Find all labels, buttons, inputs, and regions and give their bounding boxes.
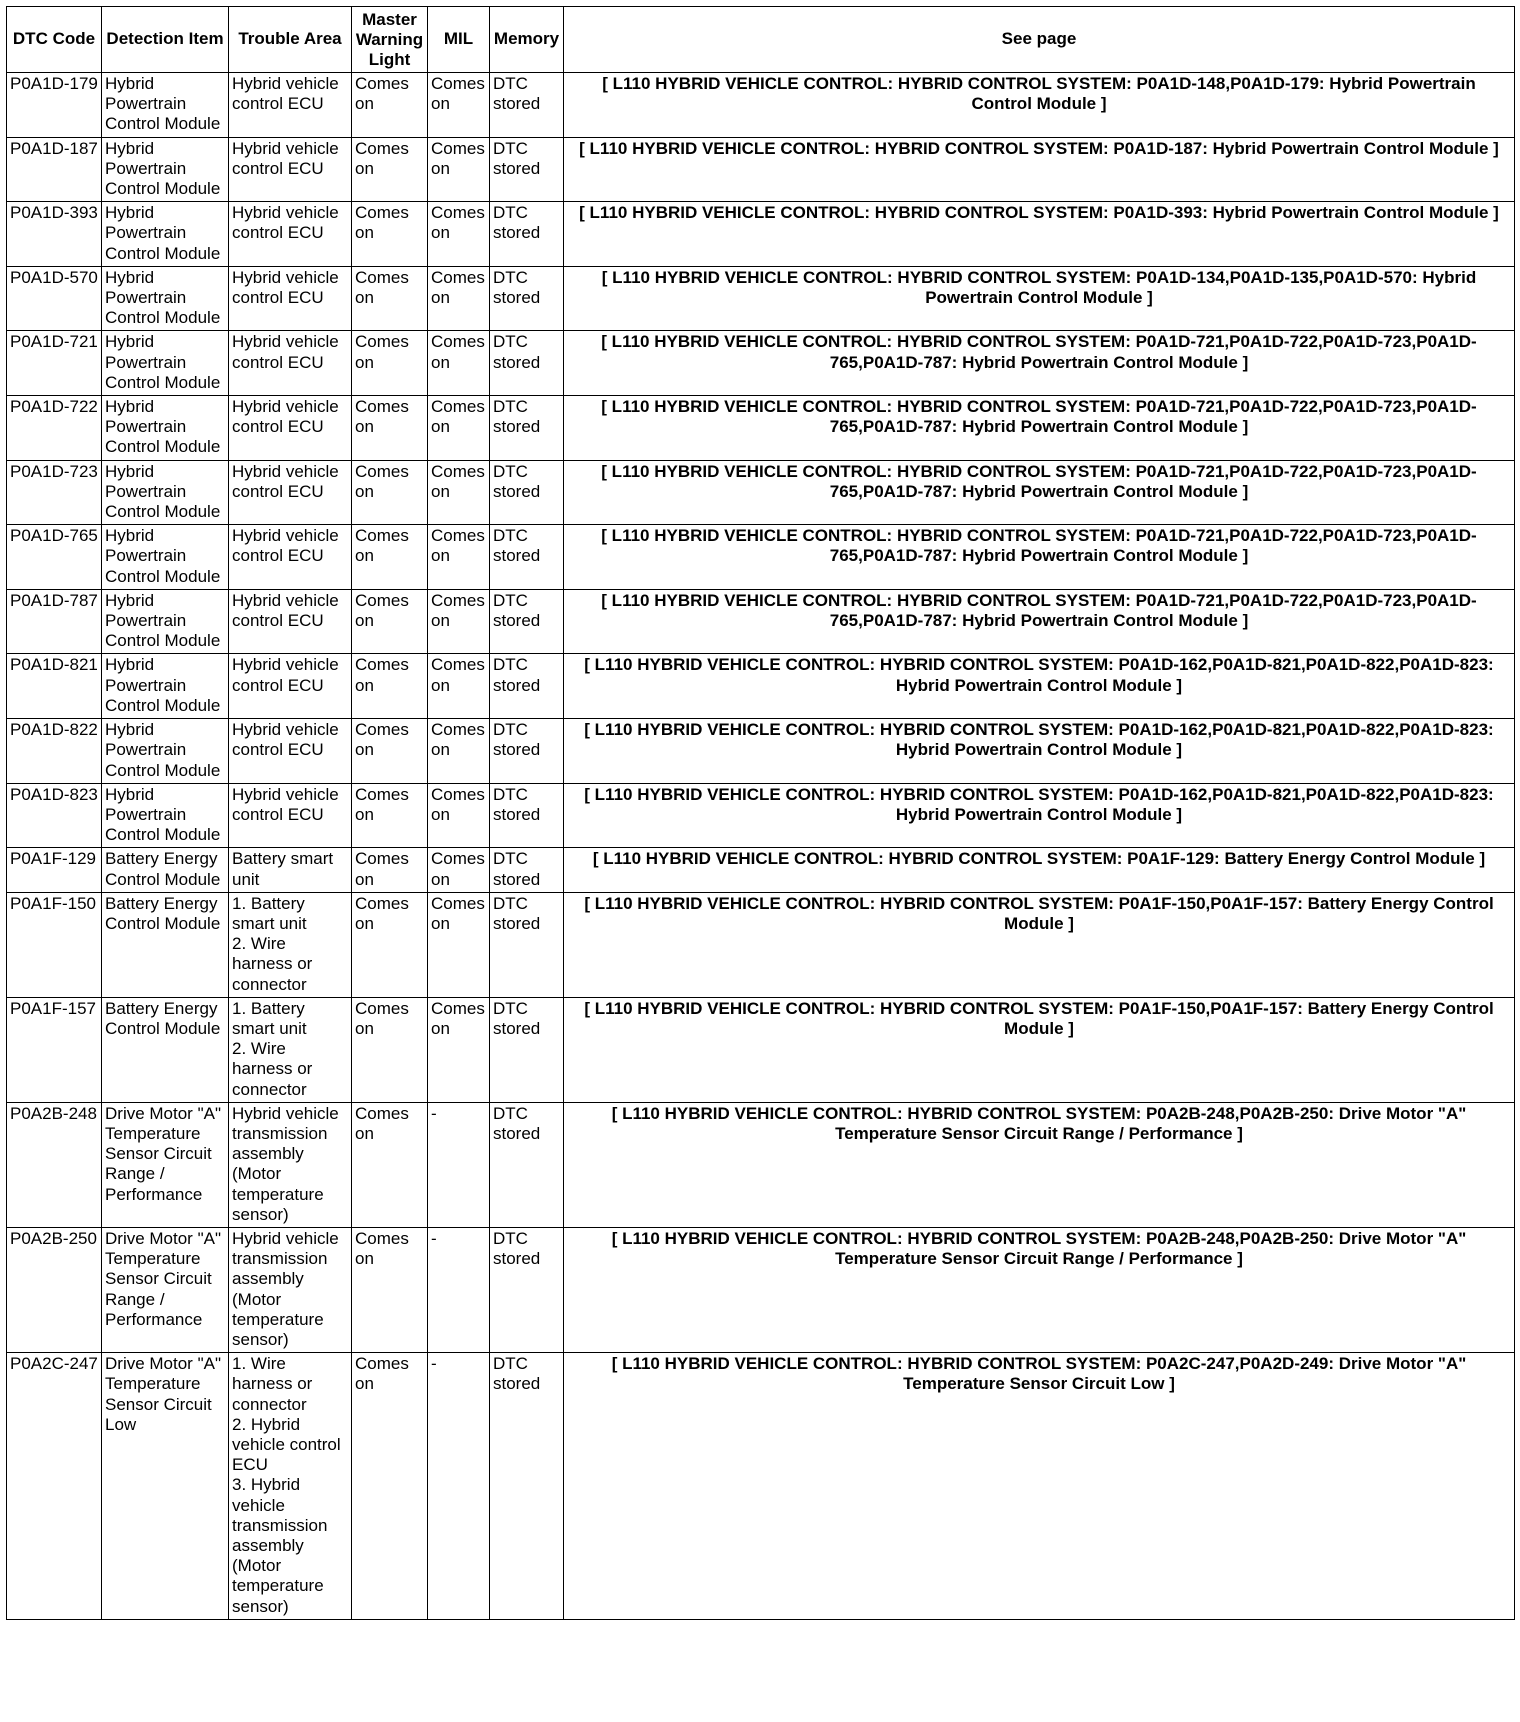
mil-cell: Comes on bbox=[428, 719, 490, 784]
detection-item-cell: Drive Motor "A" Temperature Sensor Circuit Range / Performance bbox=[102, 1102, 229, 1227]
detection-item-cell: Hybrid Powertrain Control Module bbox=[102, 460, 229, 525]
mil-cell: Comes on bbox=[428, 848, 490, 892]
dtc-code-cell: P0A1D-393 bbox=[7, 202, 102, 267]
memory-cell: DTC stored bbox=[490, 331, 564, 396]
table-row bbox=[7, 1102, 1515, 1227]
memory-cell: DTC stored bbox=[490, 848, 564, 892]
detection-item-cell: Hybrid Powertrain Control Module bbox=[102, 331, 229, 396]
dtc-code-cell: P0A2B-248 bbox=[7, 1102, 102, 1227]
header-mil: MIL bbox=[428, 7, 490, 73]
master-warning-light-cell: Comes on bbox=[352, 892, 428, 997]
table-row bbox=[7, 396, 1515, 461]
table-row bbox=[7, 331, 1515, 396]
trouble-area-cell: Hybrid vehicle control ECU bbox=[229, 525, 352, 590]
memory-cell: DTC stored bbox=[490, 654, 564, 719]
detection-item-cell: Drive Motor "A" Temperature Sensor Circuit Range / Performance bbox=[102, 1227, 229, 1352]
memory-cell: DTC stored bbox=[490, 266, 564, 331]
master-warning-light-cell: Comes on bbox=[352, 719, 428, 784]
mil-cell: Comes on bbox=[428, 396, 490, 461]
trouble-area-cell: 1. Wire harness or connector 2. Hybrid vehicle control ECU 3. Hybrid vehicle transmission assembly (Motor temperature sensor) bbox=[229, 1353, 352, 1620]
detection-item-cell: Hybrid Powertrain Control Module bbox=[102, 396, 229, 461]
master-warning-light-cell: Comes on bbox=[352, 202, 428, 267]
mil-cell: - bbox=[428, 1227, 490, 1352]
dtc-code-cell: P0A1D-822 bbox=[7, 719, 102, 784]
trouble-area-cell: Hybrid vehicle control ECU bbox=[229, 589, 352, 654]
mil-cell: - bbox=[428, 1102, 490, 1227]
master-warning-light-cell: Comes on bbox=[352, 848, 428, 892]
table-row bbox=[7, 589, 1515, 654]
memory-cell: DTC stored bbox=[490, 783, 564, 848]
mil-cell: Comes on bbox=[428, 589, 490, 654]
master-warning-light-cell: Comes on bbox=[352, 589, 428, 654]
trouble-area-cell: Hybrid vehicle control ECU bbox=[229, 396, 352, 461]
mil-cell: Comes on bbox=[428, 654, 490, 719]
header-memory: Memory bbox=[490, 7, 564, 73]
see-page-link[interactable]: [ L110 HYBRID VEHICLE CONTROL: HYBRID CONTROL SYSTEM: P0A2B-248,P0A2B-250: Drive Motor "A" Temperature Sensor Circuit Range / Performance ] bbox=[564, 1102, 1515, 1227]
mil-cell: Comes on bbox=[428, 997, 490, 1102]
master-warning-light-cell: Comes on bbox=[352, 73, 428, 138]
dtc-code-cell: P0A1D-187 bbox=[7, 137, 102, 202]
master-warning-light-cell: Comes on bbox=[352, 1353, 428, 1620]
dtc-table bbox=[6, 6, 1515, 1620]
table-row bbox=[7, 266, 1515, 331]
memory-cell: DTC stored bbox=[490, 1353, 564, 1620]
master-warning-light-cell: Comes on bbox=[352, 137, 428, 202]
table-row bbox=[7, 997, 1515, 1102]
dtc-code-cell: P0A1D-787 bbox=[7, 589, 102, 654]
trouble-area-cell: Hybrid vehicle control ECU bbox=[229, 202, 352, 267]
see-page-link[interactable]: [ L110 HYBRID VEHICLE CONTROL: HYBRID CONTROL SYSTEM: P0A1D-187: Hybrid Powertrain Control Module ] bbox=[564, 137, 1515, 202]
memory-cell: DTC stored bbox=[490, 892, 564, 997]
see-page-link[interactable]: [ L110 HYBRID VEHICLE CONTROL: HYBRID CONTROL SYSTEM: P0A1D-162,P0A1D-821,P0A1D-822,P0A1D-823: Hybrid Powertrain Control Module ] bbox=[564, 719, 1515, 784]
table-row bbox=[7, 73, 1515, 138]
trouble-area-cell: Battery smart unit bbox=[229, 848, 352, 892]
dtc-code-cell: P0A1D-179 bbox=[7, 73, 102, 138]
detection-item-cell: Hybrid Powertrain Control Module bbox=[102, 783, 229, 848]
table-row bbox=[7, 1353, 1515, 1620]
master-warning-light-cell: Comes on bbox=[352, 654, 428, 719]
table-row bbox=[7, 892, 1515, 997]
dtc-code-cell: P0A1D-723 bbox=[7, 460, 102, 525]
trouble-area-cell: 1. Battery smart unit 2. Wire harness or connector bbox=[229, 997, 352, 1102]
trouble-area-cell: Hybrid vehicle control ECU bbox=[229, 137, 352, 202]
detection-item-cell: Hybrid Powertrain Control Module bbox=[102, 266, 229, 331]
header-see-page: See page bbox=[564, 7, 1515, 73]
mil-cell: - bbox=[428, 1353, 490, 1620]
see-page-link[interactable]: [ L110 HYBRID VEHICLE CONTROL: HYBRID CONTROL SYSTEM: P0A1D-721,P0A1D-722,P0A1D-723,P0A1D-765,P0A1D-787: Hybrid Powertrain Control Module ] bbox=[564, 331, 1515, 396]
dtc-code-cell: P0A1D-570 bbox=[7, 266, 102, 331]
table-header bbox=[7, 7, 1515, 73]
header-trouble-area: Trouble Area bbox=[229, 7, 352, 73]
detection-item-cell: Hybrid Powertrain Control Module bbox=[102, 654, 229, 719]
table-row bbox=[7, 460, 1515, 525]
table-row bbox=[7, 654, 1515, 719]
trouble-area-cell: Hybrid vehicle control ECU bbox=[229, 331, 352, 396]
master-warning-light-cell: Comes on bbox=[352, 525, 428, 590]
master-warning-light-cell: Comes on bbox=[352, 396, 428, 461]
memory-cell: DTC stored bbox=[490, 202, 564, 267]
master-warning-light-cell: Comes on bbox=[352, 1227, 428, 1352]
detection-item-cell: Battery Energy Control Module bbox=[102, 997, 229, 1102]
header-detection-item: Detection Item bbox=[102, 7, 229, 73]
trouble-area-cell: Hybrid vehicle control ECU bbox=[229, 460, 352, 525]
mil-cell: Comes on bbox=[428, 73, 490, 138]
see-page-link[interactable]: [ L110 HYBRID VEHICLE CONTROL: HYBRID CONTROL SYSTEM: P0A1F-129: Battery Energy Control Module ] bbox=[564, 848, 1515, 892]
trouble-area-cell: Hybrid vehicle control ECU bbox=[229, 719, 352, 784]
dtc-code-cell: P0A2B-250 bbox=[7, 1227, 102, 1352]
mil-cell: Comes on bbox=[428, 783, 490, 848]
mil-cell: Comes on bbox=[428, 331, 490, 396]
trouble-area-cell: Hybrid vehicle transmission assembly (Motor temperature sensor) bbox=[229, 1102, 352, 1227]
trouble-area-cell: 1. Battery smart unit 2. Wire harness or connector bbox=[229, 892, 352, 997]
dtc-code-cell: P0A1D-821 bbox=[7, 654, 102, 719]
detection-item-cell: Battery Energy Control Module bbox=[102, 848, 229, 892]
table-row bbox=[7, 1227, 1515, 1352]
trouble-area-cell: Hybrid vehicle control ECU bbox=[229, 266, 352, 331]
table-row bbox=[7, 783, 1515, 848]
dtc-code-cell: P0A1D-765 bbox=[7, 525, 102, 590]
dtc-code-cell: P0A1D-721 bbox=[7, 331, 102, 396]
memory-cell: DTC stored bbox=[490, 73, 564, 138]
header-row bbox=[7, 7, 1515, 73]
detection-item-cell: Hybrid Powertrain Control Module bbox=[102, 73, 229, 138]
table-row bbox=[7, 202, 1515, 267]
memory-cell: DTC stored bbox=[490, 589, 564, 654]
dtc-code-cell: P0A1F-150 bbox=[7, 892, 102, 997]
table-row bbox=[7, 719, 1515, 784]
detection-item-cell: Battery Energy Control Module bbox=[102, 892, 229, 997]
table-body bbox=[7, 73, 1515, 1620]
see-page-link[interactable]: [ L110 HYBRID VEHICLE CONTROL: HYBRID CONTROL SYSTEM: P0A2C-247,P0A2D-249: Drive Motor "A" Temperature Sensor Circuit Low ] bbox=[564, 1353, 1515, 1620]
see-page-link[interactable]: [ L110 HYBRID VEHICLE CONTROL: HYBRID CONTROL SYSTEM: P0A1D-393: Hybrid Powertrain Control Module ] bbox=[564, 202, 1515, 267]
table-row bbox=[7, 525, 1515, 590]
header-master-warning-light: Master Warning Light bbox=[352, 7, 428, 73]
detection-item-cell: Drive Motor "A" Temperature Sensor Circuit Low bbox=[102, 1353, 229, 1620]
detection-item-cell: Hybrid Powertrain Control Module bbox=[102, 525, 229, 590]
table-row bbox=[7, 848, 1515, 892]
memory-cell: DTC stored bbox=[490, 1102, 564, 1227]
see-page-link[interactable]: [ L110 HYBRID VEHICLE CONTROL: HYBRID CONTROL SYSTEM: P0A1D-148,P0A1D-179: Hybrid Powertrain Control Module ] bbox=[564, 73, 1515, 138]
memory-cell: DTC stored bbox=[490, 137, 564, 202]
mil-cell: Comes on bbox=[428, 525, 490, 590]
see-page-link[interactable]: [ L110 HYBRID VEHICLE CONTROL: HYBRID CONTROL SYSTEM: P0A1D-721,P0A1D-722,P0A1D-723,P0A1D-765,P0A1D-787: Hybrid Powertrain Control Module ] bbox=[564, 589, 1515, 654]
master-warning-light-cell: Comes on bbox=[352, 460, 428, 525]
mil-cell: Comes on bbox=[428, 892, 490, 997]
master-warning-light-cell: Comes on bbox=[352, 997, 428, 1102]
memory-cell: DTC stored bbox=[490, 1227, 564, 1352]
master-warning-light-cell: Comes on bbox=[352, 1102, 428, 1227]
mil-cell: Comes on bbox=[428, 137, 490, 202]
see-page-link[interactable]: [ L110 HYBRID VEHICLE CONTROL: HYBRID CONTROL SYSTEM: P0A1D-721,P0A1D-722,P0A1D-723,P0A1D-765,P0A1D-787: Hybrid Powertrain Control Module ] bbox=[564, 460, 1515, 525]
memory-cell: DTC stored bbox=[490, 460, 564, 525]
see-page-link[interactable]: [ L110 HYBRID VEHICLE CONTROL: HYBRID CONTROL SYSTEM: P0A1D-162,P0A1D-821,P0A1D-822,P0A1D-823: Hybrid Powertrain Control Module ] bbox=[564, 654, 1515, 719]
see-page-link[interactable]: [ L110 HYBRID VEHICLE CONTROL: HYBRID CONTROL SYSTEM: P0A1D-134,P0A1D-135,P0A1D-570: Hybrid Powertrain Control Module ] bbox=[564, 266, 1515, 331]
detection-item-cell: Hybrid Powertrain Control Module bbox=[102, 589, 229, 654]
see-page-link[interactable]: [ L110 HYBRID VEHICLE CONTROL: HYBRID CONTROL SYSTEM: P0A1F-150,P0A1F-157: Battery Energy Control Module ] bbox=[564, 997, 1515, 1102]
table-row bbox=[7, 137, 1515, 202]
dtc-code-cell: P0A2C-247 bbox=[7, 1353, 102, 1620]
memory-cell: DTC stored bbox=[490, 396, 564, 461]
master-warning-light-cell: Comes on bbox=[352, 783, 428, 848]
mil-cell: Comes on bbox=[428, 202, 490, 267]
mil-cell: Comes on bbox=[428, 266, 490, 331]
detection-item-cell: Hybrid Powertrain Control Module bbox=[102, 137, 229, 202]
trouble-area-cell: Hybrid vehicle control ECU bbox=[229, 783, 352, 848]
see-page-link[interactable]: [ L110 HYBRID VEHICLE CONTROL: HYBRID CONTROL SYSTEM: P0A2B-248,P0A2B-250: Drive Motor "A" Temperature Sensor Circuit Range / Performance ] bbox=[564, 1227, 1515, 1352]
trouble-area-cell: Hybrid vehicle transmission assembly (Motor temperature sensor) bbox=[229, 1227, 352, 1352]
detection-item-cell: Hybrid Powertrain Control Module bbox=[102, 202, 229, 267]
master-warning-light-cell: Comes on bbox=[352, 266, 428, 331]
dtc-code-cell: P0A1D-823 bbox=[7, 783, 102, 848]
see-page-link[interactable]: [ L110 HYBRID VEHICLE CONTROL: HYBRID CONTROL SYSTEM: P0A1F-150,P0A1F-157: Battery Energy Control Module ] bbox=[564, 892, 1515, 997]
header-dtc-code: DTC Code bbox=[7, 7, 102, 73]
see-page-link[interactable]: [ L110 HYBRID VEHICLE CONTROL: HYBRID CONTROL SYSTEM: P0A1D-162,P0A1D-821,P0A1D-822,P0A1D-823: Hybrid Powertrain Control Module ] bbox=[564, 783, 1515, 848]
trouble-area-cell: Hybrid vehicle control ECU bbox=[229, 73, 352, 138]
detection-item-cell: Hybrid Powertrain Control Module bbox=[102, 719, 229, 784]
memory-cell: DTC stored bbox=[490, 997, 564, 1102]
memory-cell: DTC stored bbox=[490, 719, 564, 784]
dtc-code-cell: P0A1F-157 bbox=[7, 997, 102, 1102]
memory-cell: DTC stored bbox=[490, 525, 564, 590]
master-warning-light-cell: Comes on bbox=[352, 331, 428, 396]
dtc-code-cell: P0A1D-722 bbox=[7, 396, 102, 461]
dtc-code-cell: P0A1F-129 bbox=[7, 848, 102, 892]
see-page-link[interactable]: [ L110 HYBRID VEHICLE CONTROL: HYBRID CONTROL SYSTEM: P0A1D-721,P0A1D-722,P0A1D-723,P0A1D-765,P0A1D-787: Hybrid Powertrain Control Module ] bbox=[564, 396, 1515, 461]
trouble-area-cell: Hybrid vehicle control ECU bbox=[229, 654, 352, 719]
see-page-link[interactable]: [ L110 HYBRID VEHICLE CONTROL: HYBRID CONTROL SYSTEM: P0A1D-721,P0A1D-722,P0A1D-723,P0A1D-765,P0A1D-787: Hybrid Powertrain Control Module ] bbox=[564, 525, 1515, 590]
mil-cell: Comes on bbox=[428, 460, 490, 525]
